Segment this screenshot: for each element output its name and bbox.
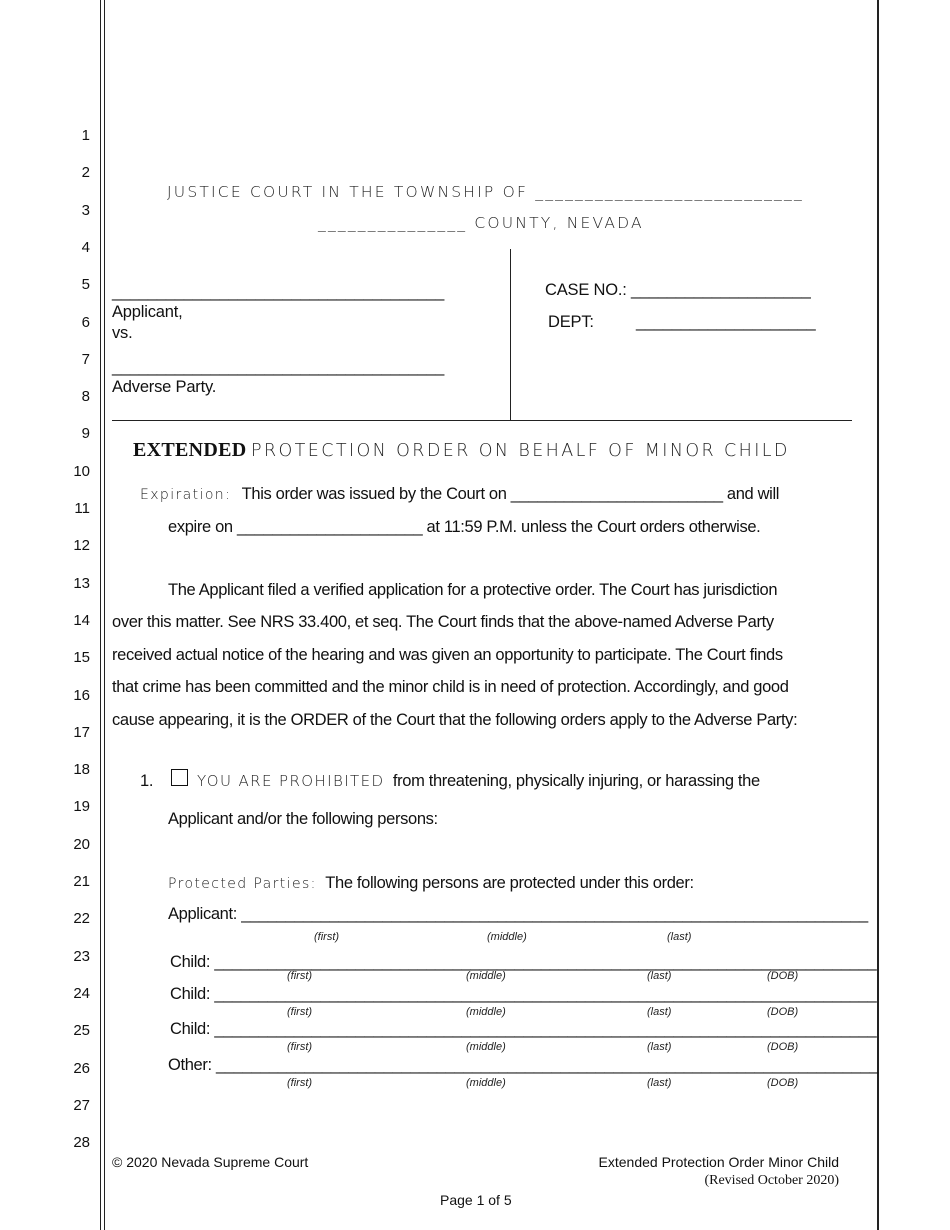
court-heading-line1: JUSTICE COURT IN THE TOWNSHIP OF ___________________________ — [167, 183, 804, 201]
item1-checkbox[interactable] — [171, 769, 188, 786]
line-number: 21 — [73, 873, 90, 890]
line-number: 12 — [73, 537, 90, 555]
line-number: 22 — [73, 910, 90, 928]
child1-last-caption: (last) — [647, 970, 672, 982]
footer-copyright: © 2020 Nevada Supreme Court — [112, 1154, 309, 1170]
caption-divider-horizontal — [112, 420, 852, 421]
vs-label: vs. — [112, 324, 133, 342]
line-number: 15 — [73, 649, 90, 667]
dept-label: DEPT: — [548, 313, 594, 331]
findings-line4: that crime has been committed and the minor child is in need of protection. Accordingly, and good — [112, 678, 789, 696]
line-number: 9 — [81, 425, 90, 443]
line-number: 5 — [81, 276, 90, 294]
item1-number: 1. — [140, 772, 154, 790]
line-number: 20 — [73, 835, 90, 853]
child-blank-2: ___________________________________________________________________________ — [214, 985, 877, 1003]
expiration-label: Expiration: — [140, 487, 232, 503]
adverse-party-name-blank: _____________________________________ — [112, 358, 445, 376]
protected-applicant-row — [168, 905, 868, 924]
item1-heading: YOU ARE PROHIBITED — [197, 772, 385, 790]
line-number: 3 — [81, 201, 90, 219]
other-middle-caption: (middle) — [466, 1077, 506, 1089]
expiration-line1 — [140, 485, 779, 504]
protected-applicant-blank: _______________________________________________________________________ — [241, 905, 868, 923]
item1-text-line1: from threatening, physically injuring, or harassing the — [392, 772, 760, 790]
line-number: 11 — [74, 500, 90, 517]
other-dob-caption: (DOB) — [767, 1077, 799, 1089]
footer-page-number: Page 1 of 5 — [440, 1192, 512, 1208]
child-label-1: Child: — [170, 953, 211, 971]
other-label: Other: — [168, 1056, 212, 1074]
protected-child-row-3 — [170, 1020, 876, 1039]
adverse-party-label: Adverse Party. — [112, 378, 217, 396]
child3-dob-caption: (DOB) — [767, 1041, 799, 1053]
child2-last-caption: (last) — [647, 1006, 672, 1018]
document-title — [133, 439, 790, 462]
title-bold-word: EXTENDED — [133, 439, 247, 461]
line-number: 14 — [73, 611, 90, 629]
protected-other-row — [168, 1056, 878, 1075]
dept-blank: ____________________ — [636, 313, 816, 331]
findings-line3: received actual notice of the hearing and was given an opportunity to participate. The Court finds — [112, 646, 783, 664]
line-number: 1 — [81, 127, 90, 144]
protected-parties-label: Protected Parties: — [168, 876, 317, 892]
title-rest: PROTECTION ORDER ON BEHALF OF MINOR CHILD — [251, 441, 790, 461]
line-number: 26 — [73, 1059, 90, 1077]
line-number: 2 — [81, 164, 90, 182]
child1-dob-caption: (DOB) — [767, 970, 799, 982]
expiration-text-line1: This order was issued by the Court on ________________________ and will — [241, 485, 780, 503]
child3-first-caption: (first) — [287, 1041, 313, 1053]
item1-line1 — [197, 772, 760, 791]
line-number: 25 — [73, 1022, 90, 1040]
line-number: 6 — [81, 313, 90, 331]
applicant-label: Applicant, — [112, 303, 183, 321]
child2-middle-caption: (middle) — [466, 1006, 506, 1018]
line-number: 24 — [73, 984, 90, 1002]
line-number: 28 — [73, 1134, 90, 1152]
line-number: 4 — [81, 238, 90, 256]
child-blank-3: ___________________________________________________________________________ — [214, 1020, 877, 1038]
child3-last-caption: (last) — [647, 1041, 672, 1053]
line-number: 7 — [81, 350, 90, 368]
item1-line2: Applicant and/or the following persons: — [168, 810, 438, 828]
findings-line1: The Applicant filed a verified application for a protective order. The Court has jurisdiction — [168, 581, 778, 599]
child2-dob-caption: (DOB) — [767, 1006, 799, 1018]
applicant-middle-caption: (middle) — [487, 931, 527, 943]
child1-middle-caption: (middle) — [466, 970, 506, 982]
other-blank: ___________________________________________________________________________ — [216, 1056, 878, 1074]
footer-form-name: Extended Protection Order Minor Child — [598, 1154, 839, 1170]
line-number: 27 — [73, 1096, 90, 1114]
left-margin-rule — [100, 0, 101, 1230]
left-margin-rule-inner — [104, 0, 105, 1230]
line-number: 19 — [73, 798, 90, 816]
line-number: 16 — [73, 686, 90, 704]
footer-revised: (Revised October 2020) — [704, 1173, 839, 1188]
applicant-first-caption: (first) — [314, 931, 340, 943]
protected-child-row-2 — [170, 985, 876, 1004]
other-first-caption: (first) — [287, 1077, 313, 1089]
caption-divider-vertical — [510, 249, 511, 421]
line-number: 10 — [73, 462, 90, 480]
applicant-last-caption: (last) — [667, 931, 692, 943]
case-number-field: CASE NO.: ____________________ — [545, 281, 811, 299]
line-number: 17 — [73, 723, 90, 741]
protected-applicant-label: Applicant: — [168, 905, 237, 923]
child3-middle-caption: (middle) — [466, 1041, 506, 1053]
line-number: 13 — [73, 574, 90, 592]
protected-parties-text: The following persons are protected under this order: — [325, 874, 694, 892]
child1-first-caption: (first) — [287, 970, 313, 982]
applicant-name-blank: _____________________________________ — [112, 283, 445, 301]
line-number: 8 — [81, 388, 90, 406]
other-last-caption: (last) — [647, 1077, 672, 1089]
right-margin-rule — [877, 0, 879, 1230]
child-label-2: Child: — [170, 985, 211, 1003]
findings-line2: over this matter. See NRS 33.400, et seq. The Court finds that the above-named Adverse Party — [112, 613, 774, 631]
line-number: 18 — [73, 761, 90, 779]
child-blank-1: ___________________________________________________________________________ — [214, 953, 877, 971]
findings-line5: cause appearing, it is the ORDER of the Court that the following orders apply to the Adverse Party: — [112, 711, 798, 729]
expiration-line2: expire on _____________________ at 11:59 P.M. unless the Court orders otherwise. — [168, 518, 761, 536]
court-heading-line2: _______________ COUNTY, NEVADA — [318, 214, 644, 232]
child2-first-caption: (first) — [287, 1006, 313, 1018]
child-label-3: Child: — [170, 1020, 211, 1038]
protected-parties-line — [168, 874, 694, 893]
line-number: 23 — [73, 947, 90, 965]
